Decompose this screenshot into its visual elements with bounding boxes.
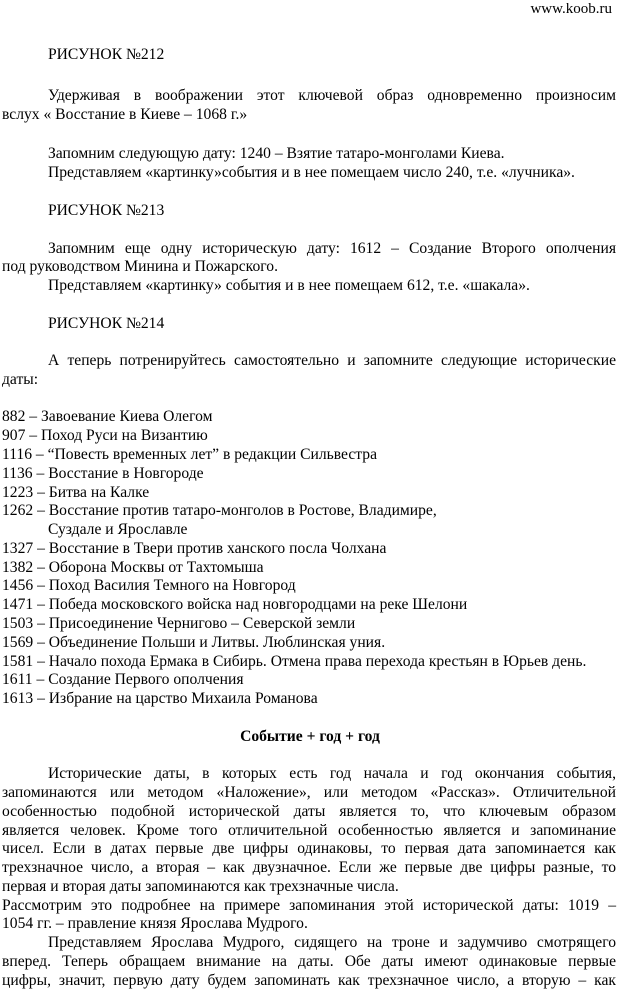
date-item: 1581 – Начало похода Ермака в Сибирь. Отмена права перехода крестьян в Юрьев день. (2, 653, 587, 670)
paragraph-line: запоминаются или методом «Наложение», или методом «Рассказ». Отличительной (2, 784, 616, 801)
date-item: 1262 – Восстание против татаро-монголов в Ростове, Владимире, (2, 502, 437, 519)
paragraph-line: вперед. Теперь обращаем внимание на даты. Обе даты имеют одинаковые первые (2, 953, 616, 970)
date-item: 882 – Завоевание Киева Олегом (2, 408, 213, 425)
paragraph-line: Представляем Ярослава Мудрого, сидящего на троне и задумчиво смотрящего (48, 934, 616, 951)
date-item: 907 – Поход Руси на Византию (2, 427, 208, 444)
figure-caption-212: РИСУНОК №212 (48, 46, 165, 63)
date-item: 1136 – Восстание в Новгороде (2, 465, 204, 482)
figure-caption-213: РИСУНОК №213 (48, 202, 165, 219)
date-item-continuation: Суздале и Ярославле (48, 521, 188, 538)
paragraph-line: 1054 гг. – правление князя Ярослава Мудрого. (2, 915, 308, 932)
date-item: 1223 – Битва на Калке (2, 484, 150, 501)
paragraph-line: цифры, значит, первую дату будем запоминать как трехзначное число, а вторую – как (2, 972, 616, 989)
paragraph-line: даты: (2, 371, 39, 388)
date-item: 1611 – Создание Первого ополчения (2, 671, 244, 688)
section-title: Событие + год + год (240, 728, 380, 745)
paragraph-line: под руководством Минина и Пожарского. (2, 258, 278, 275)
paragraph-line: первая и вторая даты запоминаются как трехзначные числа. (2, 878, 399, 895)
date-item: 1116 – “Повесть временных лет” в редакции Сильвестра (2, 446, 378, 463)
paragraph-line: чисел. Если в датах первые две цифры одинаковы, то первая дата запоминается как (2, 840, 616, 857)
figure-caption-214: РИСУНОК №214 (48, 315, 165, 332)
paragraph-line: А теперь потренируйтесь самостоятельно и запомните следующие исторические (48, 352, 616, 369)
date-item: 1569 – Объединение Польши и Литвы. Люблинская уния. (2, 634, 386, 651)
paragraph-line: Удерживая в воображении этот ключевой образ одновременно произносим (48, 87, 616, 104)
date-item: 1471 – Победа московского войска над новгородцами на реке Шелони (2, 596, 468, 613)
date-item: 1456 – Поход Василия Темного на Новгород (2, 577, 296, 594)
date-item: 1613 – Избрание на царство Михаила Романова (2, 690, 318, 707)
paragraph-line: Представляем «картинку»события и в нее помещаем число 240, т.е. «лучника». (48, 164, 575, 181)
paragraph-line: Запомним следующую дату: 1240 – Взятие татаро-монголами Киева. (48, 145, 505, 162)
paragraph-line: вслух « Восстание в Киеве – 1068 г.» (2, 106, 248, 123)
site-url[interactable]: www.koob.ru (530, 1, 612, 17)
paragraph-line: Рассмотрим это подробнее на примере запоминания этой исторической даты: 1019 – (2, 897, 616, 914)
paragraph-line: трехзначное число, а вторая – как двузначное. Если же первые две цифры разные, то (2, 859, 616, 876)
date-item: 1382 – Оборона Москвы от Тахтомыша (2, 559, 264, 576)
date-item: 1327 – Восстание в Твери против ханского посла Чолхана (2, 540, 387, 557)
paragraph-line: Запомним еще одну историческую дату: 1612 – Создание Второго ополчения (48, 240, 616, 257)
paragraph-line: является человек. Кроме того отличительной особенностью является и запоминание (2, 822, 616, 839)
paragraph-line: особенностью подобной исторической даты является то, что ключевым образом (2, 803, 616, 820)
paragraph-line: Представляем «картинку» события и в нее помещаем 612, т.е. «шакала». (48, 277, 530, 294)
date-item: 1503 – Присоединение Чернигово – Северской земли (2, 615, 356, 632)
paragraph-line: Исторические даты, в которых есть год начала и год окончания события, (48, 765, 616, 782)
